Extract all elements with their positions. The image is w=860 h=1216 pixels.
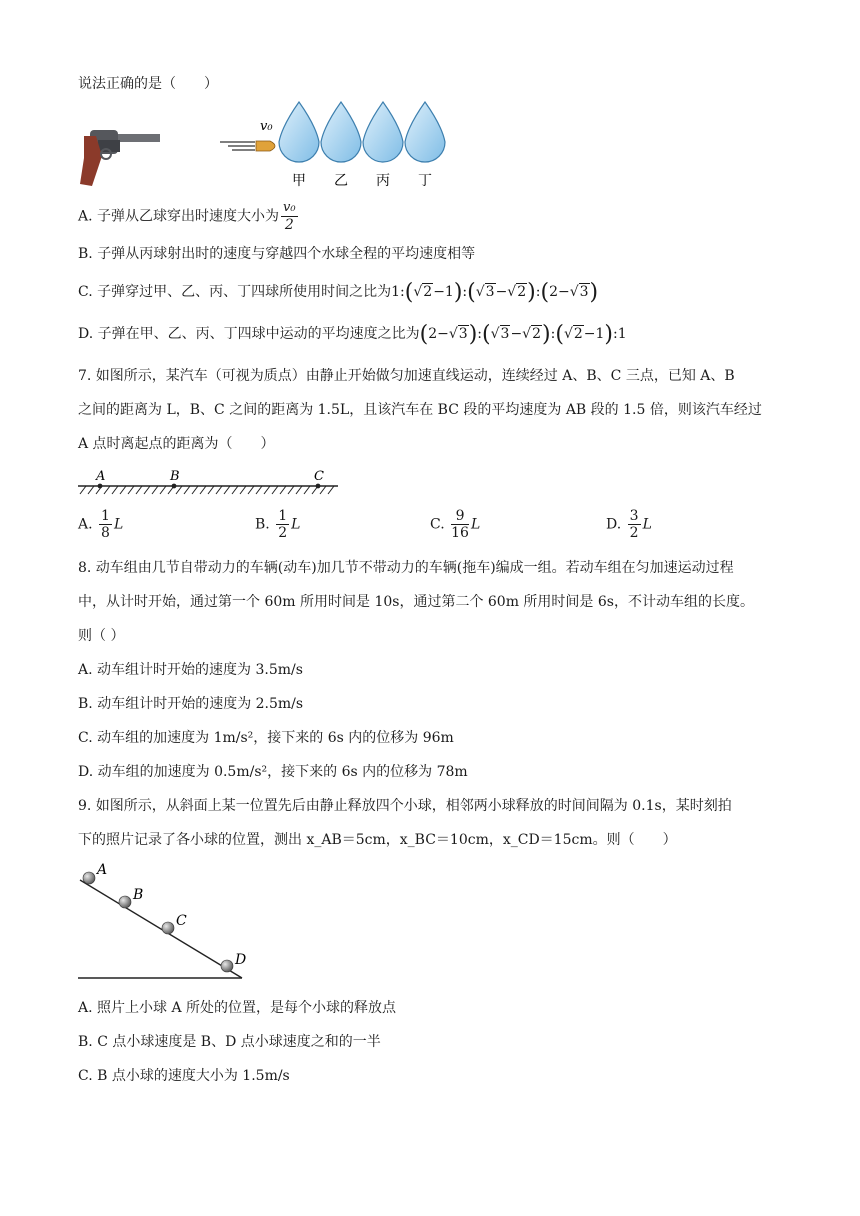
q9-line-2: 下的照片记录了各小球的位置，测出 x_AB＝5cm，x_BC＝10cm，x_CD＝15cm。则（ ） [78, 832, 677, 848]
q6-option-c: C. 子弹穿过甲、乙、丙、丁四球所使用时间之比为1:(√2−1):(√3−√2):(2−√3) [78, 280, 599, 305]
q6-option-a: A. 子弹从乙球穿出时速度大小为 $\frac{\text{v₀}}{2}$ [78, 200, 296, 233]
point-a-label: A [96, 469, 106, 484]
q8-line-2: 中，从计时开始，通过第一个 60m 所用时间是 10s，通过第二个 60m 所用时间是 6s，不计动车组的长度。 [78, 594, 754, 610]
ball-a-label: A [97, 862, 108, 878]
q6-option-b: B. 子弹从丙球射出时的速度与穿越四个水球全程的平均速度相等 [78, 246, 476, 262]
q9-option-a: A. 照片上小球 A 所处的位置，是每个小球的释放点 [78, 1000, 397, 1016]
q9-incline-figure [76, 856, 276, 986]
point-a [98, 484, 103, 489]
q7-road-figure [76, 466, 346, 500]
q8-option-d: D. 动车组的加速度为 0.5m/s²，接下来的 6s 内的位移为 78m [78, 764, 468, 780]
ball-d [221, 960, 233, 972]
q7-line-3: A 点时离起点的距离为（ ） [78, 436, 275, 452]
q7-line-1: 7. 如图所示，某汽车（可视为质点）由静止开始做匀加速直线运动，连续经过 A、B、C 三点，已知 A、B [78, 368, 735, 384]
q8-option-a: A. 动车组计时开始的速度为 3.5m/s [78, 662, 303, 678]
q7-option-c: C. $\frac{9}{16}$ L [430, 508, 481, 541]
q8-option-b: B. 动车组计时开始的速度为 2.5m/s [78, 696, 304, 712]
ball-a [83, 872, 95, 884]
q7-option-d: D. $\frac{3}{2}$ L [606, 508, 652, 541]
water-ball-4 [405, 102, 445, 162]
ball-c-label: C [176, 913, 187, 929]
q8-line-1: 8. 动车组由几节自带动力的车辆(动车)加几节不带动力的车辆(拖车)编成一组。若动车组在匀加速运动过程 [78, 560, 734, 576]
q7-line-2: 之间的距离为 L，B、C 之间的距离为 1.5L，且该汽车在 BC 段的平均速度为 AB 段的 1.5 倍，则该汽车经过 [78, 402, 762, 418]
point-b [172, 484, 177, 489]
ball-label-4: 丁 [418, 173, 432, 189]
q7-option-a: A. $\frac{1}{8}$ L [78, 508, 124, 541]
q6-figure [70, 96, 450, 196]
revolver-icon [80, 130, 160, 186]
ball-label-3: 丙 [376, 173, 390, 189]
ball-d-label: D [235, 952, 247, 968]
q6-stem-end: 说法正确的是（ ） [78, 76, 218, 92]
q9-option-c: C. B 点小球的速度大小为 1.5m/s [78, 1068, 290, 1084]
q6-ratio-c: 1:(√2−1):(√3−√2):(2−√3) [391, 280, 599, 305]
q9-option-b: B. C 点小球速度是 B、D 点小球速度之和的一半 [78, 1034, 381, 1050]
point-c [316, 484, 321, 489]
point-c-label: C [314, 469, 324, 484]
water-ball-2 [321, 102, 361, 162]
q6-ratio-d: (2−√3):(√3−√2):(√2−1):1 [419, 322, 627, 347]
ball-b-label: B [133, 887, 144, 903]
bullet-icon [220, 141, 275, 151]
water-ball-3 [363, 102, 403, 162]
q7-option-b: B. $\frac{1}{2}$ L [255, 508, 301, 541]
ball-label-2: 乙 [334, 173, 348, 189]
q9-line-1: 9. 如图所示，从斜面上某一位置先后由静止释放四个小球，相邻两小球释放的时间间隔为 0.1s，某时刻拍 [78, 798, 732, 814]
ball-label-1: 甲 [292, 173, 306, 189]
point-b-label: B [170, 469, 180, 484]
water-ball-1 [279, 102, 319, 162]
ball-c [162, 922, 174, 934]
q6-option-d: D. 子弹在甲、乙、丙、丁四球中运动的平均速度之比为(2−√3):(√3−√2):(√2−1):1 [78, 322, 627, 347]
q8-line-3: 则（ ） [78, 628, 125, 644]
q8-option-c: C. 动车组的加速度为 1m/s²，接下来的 6s 内的位移为 96m [78, 730, 454, 746]
v0-label: v₀ [260, 119, 273, 134]
ball-b [119, 896, 131, 908]
